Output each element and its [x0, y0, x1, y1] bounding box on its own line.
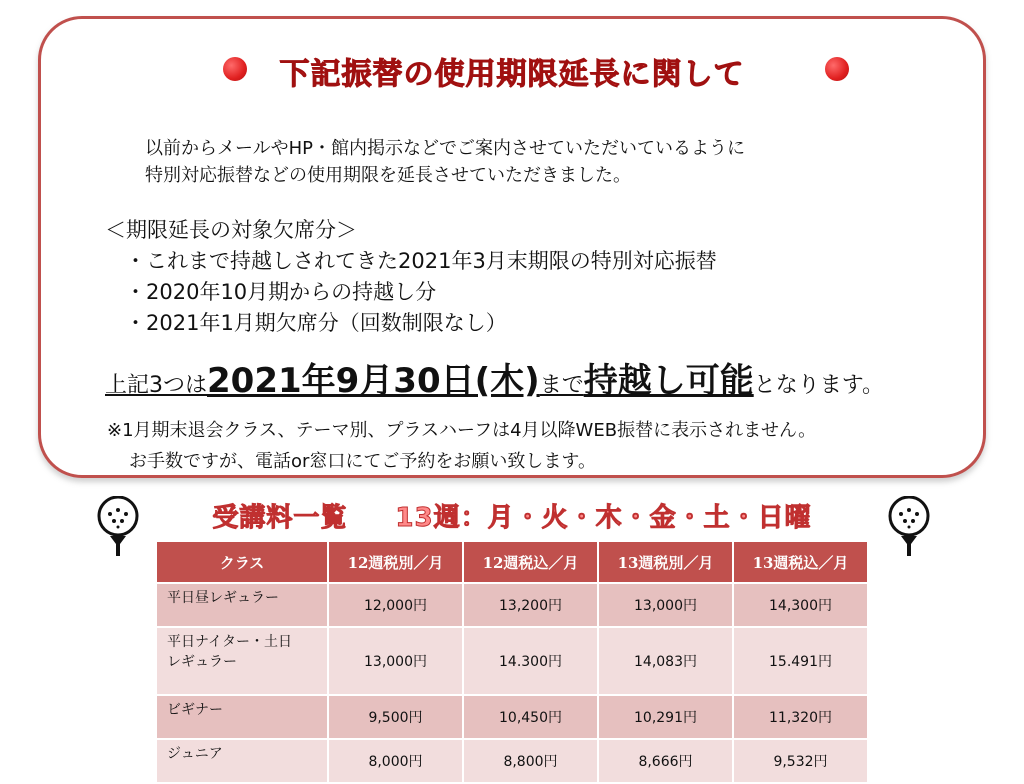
target-item: ・2021年1月期欠席分（回数制限なし） — [125, 311, 507, 335]
note-line: お手数ですが、電話or窓口にてご予約をお願い致します。 — [129, 451, 596, 472]
intro-line: 以前からメールやHP・館内掲示などでご案内させていただいているように — [145, 138, 746, 159]
target-item: ・これまで持越しされてきた2021年3月末期限の特別対応振替 — [125, 249, 717, 273]
intro-text — [145, 135, 745, 189]
price-cell: 14,300円 — [734, 584, 867, 626]
price-cell: 13,000円 — [329, 628, 462, 694]
price-cell: 15.491円 — [734, 628, 867, 694]
deadline-date: 2021年9月30日(木) — [207, 361, 540, 401]
table-row — [157, 696, 867, 738]
targets-section — [105, 215, 717, 339]
fees-title-left: 受講料一覧 — [212, 503, 348, 533]
price-cell: 10,450円 — [464, 696, 597, 738]
class-name: 平日昼レギュラー — [157, 584, 327, 626]
note-line: ※1月期末退会クラス、テーマ別、プラスハーフは4月以降WEB振替に表示されません。 — [107, 420, 817, 441]
price-cell: 13,000円 — [599, 584, 732, 626]
note-text — [107, 415, 816, 477]
table-row — [157, 584, 867, 626]
table-row — [157, 740, 867, 782]
price-cell: 9,532円 — [734, 740, 867, 782]
deadline-suffix: となります。 — [753, 373, 884, 398]
deadline-prefix: 上記3つは — [105, 373, 207, 398]
fee-table — [155, 540, 869, 784]
intro-line: 特別対応振替などの使用期限を延長させていただきました。 — [145, 165, 631, 186]
price-cell: 9,500円 — [329, 696, 462, 738]
targets-heading: ＜期限延長の対象欠席分＞ — [105, 218, 357, 242]
table-row — [157, 628, 867, 694]
price-cell: 14,083円 — [599, 628, 732, 694]
deadline-made: まで — [539, 373, 584, 398]
class-name: ビギナー — [157, 696, 327, 738]
price-cell: 8,000円 — [329, 740, 462, 782]
price-cell: 14.300円 — [464, 628, 597, 694]
fee-table-header — [157, 542, 867, 582]
fees-title-right: 13週：月・火・木・金・土・日曜 — [395, 503, 812, 533]
column-header: 13週税込／月 — [734, 542, 867, 582]
column-header: 13週税別／月 — [599, 542, 732, 582]
deadline-carry: 持越し可能 — [583, 361, 754, 401]
column-header: クラス — [157, 542, 327, 582]
notice-box — [38, 16, 986, 478]
column-header: 12週税別／月 — [329, 542, 462, 582]
class-name: 平日ナイター・土日 レギュラー — [157, 628, 327, 694]
target-item: ・2020年10月期からの持越し分 — [125, 280, 437, 304]
price-cell: 13,200円 — [464, 584, 597, 626]
notice-title: 下記振替の使用期限延長に関して — [279, 57, 745, 92]
column-header: 12週税込／月 — [464, 542, 597, 582]
price-cell: 10,291円 — [599, 696, 732, 738]
price-cell: 8,800円 — [464, 740, 597, 782]
price-cell: 11,320円 — [734, 696, 867, 738]
class-name: ジュニア — [157, 740, 327, 782]
price-cell: 8,666円 — [599, 740, 732, 782]
fees-title — [0, 497, 1024, 534]
price-cell: 12,000円 — [329, 584, 462, 626]
deadline-statement — [105, 353, 884, 402]
